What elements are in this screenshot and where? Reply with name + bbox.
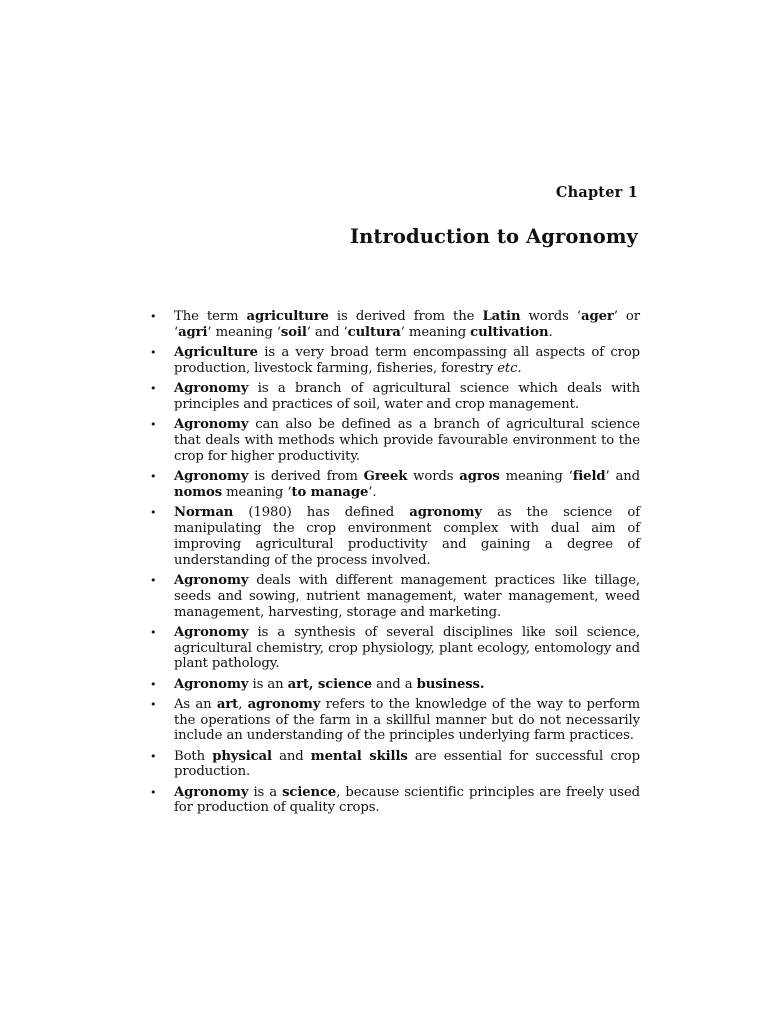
- bold-term: agri: [178, 324, 208, 340]
- text-run: deals with different management practices like tillage, seeds and sowing, nutrient management, water management, weed management, harvesting, storage and marketing.: [174, 572, 640, 620]
- chapter-label: Chapter 1: [555, 184, 638, 201]
- bold-term: cultivation: [470, 324, 549, 340]
- chapter-title: Introduction to Agronomy: [349, 225, 638, 248]
- bold-term: art, science: [287, 676, 373, 692]
- bold-term: to manage: [291, 484, 369, 500]
- bullet-item: [148, 345, 640, 377]
- bullet-dot-icon: •: [150, 469, 157, 483]
- text-run: As an: [174, 696, 217, 712]
- text-run: is a branch of agricultural science which deals with principles and practices of soil, water and crop management.: [174, 381, 640, 412]
- text-run: ’.: [368, 484, 377, 500]
- bold-term: ager: [581, 309, 614, 324]
- bullet-dot-icon: •: [150, 418, 157, 431]
- bold-term: Agronomy: [174, 676, 249, 692]
- bullet-item: [148, 309, 640, 341]
- bullet-dot-icon: •: [150, 785, 157, 799]
- text-run: words: [407, 468, 460, 484]
- bullet-list: [148, 309, 640, 821]
- bullet-dot-icon: •: [150, 573, 157, 587]
- bold-term: Agronomy: [174, 417, 249, 432]
- bullet-item: [148, 573, 640, 621]
- text-run: , because scientific principles are freely used for production of quality crops.: [174, 784, 640, 816]
- text-run: is derived from: [248, 468, 364, 484]
- bullet-dot-icon: •: [150, 749, 157, 763]
- text-run: The term: [174, 309, 247, 324]
- bullet-dot-icon: •: [150, 625, 157, 639]
- text-run: is a synthesis of several disciplines like soil science, agricultural chemistry, crop physiology, plant ecology, entomology and plant pathology.: [174, 624, 640, 672]
- bold-term: Latin: [482, 309, 521, 324]
- bold-term: agriculture: [246, 309, 329, 324]
- bold-term: agronomy: [409, 504, 482, 520]
- bold-term: Agriculture: [174, 345, 258, 360]
- bold-term: agros: [459, 468, 500, 484]
- bullet-item: [148, 697, 640, 745]
- bullet-dot-icon: •: [150, 382, 157, 395]
- bold-term: Agronomy: [174, 381, 249, 396]
- text-run: ’ and ‘: [306, 324, 348, 340]
- text-run: is an: [248, 676, 288, 692]
- bullet-dot-icon: •: [150, 310, 157, 323]
- bullet-item: [148, 625, 640, 673]
- text-run: Both: [174, 748, 213, 764]
- bold-term: Agronomy: [174, 468, 249, 484]
- bold-term: art: [216, 696, 239, 712]
- text-run: ’ meaning ‘: [207, 324, 281, 340]
- bullet-item: [148, 749, 640, 781]
- bold-term: Agronomy: [174, 784, 249, 800]
- text-run: and: [271, 748, 311, 764]
- text-run: ’ and: [605, 468, 640, 484]
- bullet-dot-icon: •: [150, 697, 157, 711]
- bold-term: field: [572, 468, 606, 484]
- text-run: is derived from the: [328, 309, 483, 324]
- bullet-dot-icon: •: [150, 505, 157, 519]
- text-run: ’ or ‘: [174, 309, 640, 340]
- bold-term: physical: [212, 748, 272, 764]
- text-run: ’ meaning: [400, 324, 471, 340]
- bold-term: business.: [416, 676, 485, 692]
- text-run: .: [548, 324, 553, 340]
- bold-term: Agronomy: [174, 572, 249, 588]
- text-run: words ‘: [520, 309, 582, 324]
- text-run: ,: [238, 696, 248, 712]
- bold-term: cultura: [347, 324, 401, 340]
- text-run: is a: [248, 784, 283, 800]
- bold-term: Greek: [363, 468, 408, 484]
- bold-term: mental skills: [310, 748, 408, 764]
- text-run: is a very broad term encompassing all aspects of crop production, livestock farming, fisheries, forestry: [174, 345, 640, 376]
- text-run: can also be defined as a branch of agricultural science that deals with methods which provide favourable environment to the crop for higher productivity.: [174, 417, 640, 464]
- bullet-item: [148, 677, 640, 693]
- text-run: meaning ‘: [499, 468, 573, 484]
- bullet-dot-icon: •: [150, 677, 157, 691]
- bullet-item: [148, 505, 640, 569]
- text-run: and a: [372, 676, 417, 692]
- bold-term: Agronomy: [174, 624, 249, 640]
- bold-term: Norman: [174, 504, 234, 520]
- bullet-item: [148, 469, 640, 501]
- bold-term: science: [282, 784, 337, 800]
- bold-term: soil: [280, 324, 307, 340]
- bullet-dot-icon: •: [150, 346, 157, 359]
- text-run: meaning ‘: [222, 484, 292, 500]
- text-run: as the science of manipulating the crop environment complex with dual aim of improving agricultural productivity and gaining a degree of understanding of the process involved.: [174, 504, 640, 568]
- bold-term: nomos: [174, 484, 223, 500]
- bullet-item: [148, 785, 640, 817]
- bullet-item: [148, 381, 640, 413]
- bold-term: agronomy: [247, 696, 321, 712]
- italic-text: etc.: [497, 360, 522, 376]
- text-run: refers to the knowledge of the way to perform the operations of the farm in a skillful manner but do not necessarily include an understanding of the principles underlying farm practices.: [174, 696, 641, 744]
- text-run: (1980) has defined: [233, 504, 410, 520]
- bullet-item: [148, 417, 640, 465]
- text-run: are essential for successful crop production.: [174, 748, 640, 780]
